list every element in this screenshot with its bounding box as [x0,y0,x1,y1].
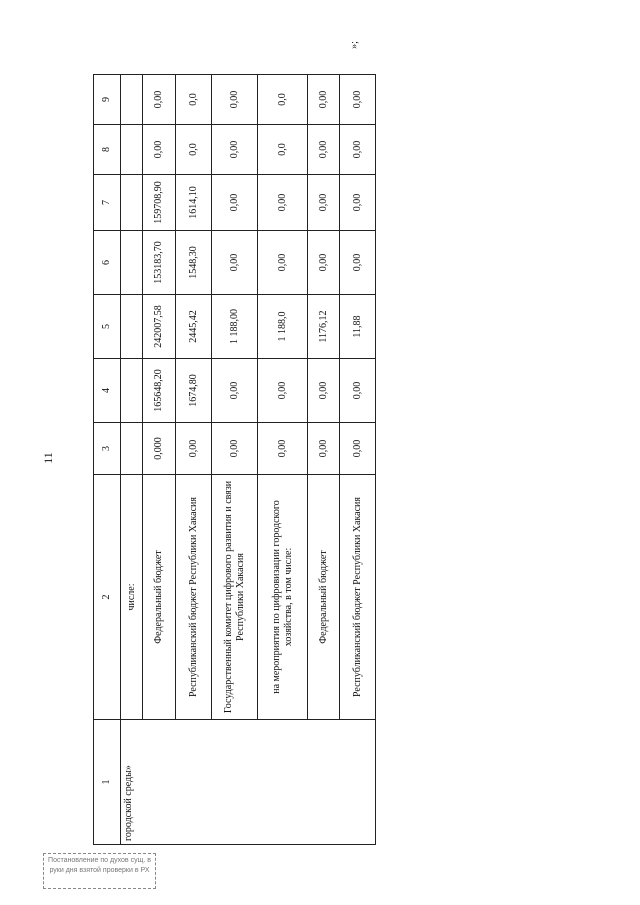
value-cell: 0,00 [258,359,308,423]
value-cell: 0,00 [340,175,376,231]
value-cell: 0,00 [212,423,258,475]
row-label: на мероприятия по цифровизации городского хозяйства, в том числе: [258,475,308,720]
value-cell: 0,00 [340,231,376,295]
header-cell: 3 [94,423,121,475]
value-cell: 1 188,0 [258,295,308,359]
row-label: числе: [121,475,143,720]
value-cell: 159708,90 [143,175,176,231]
value-cell: 242007,58 [143,295,176,359]
value-cell: 0,00 [308,231,340,295]
header-row [94,75,121,845]
table-end-mark: »; [348,41,360,49]
value-cell: 11,88 [340,295,376,359]
value-cell: 0,00 [340,75,376,125]
row-label: Федеральный бюджет [308,475,340,720]
value-cell: 0,00 [308,175,340,231]
value-cell: 1674,80 [176,359,212,423]
budget-table [93,74,376,845]
header-cell: 4 [94,359,121,423]
empty-cell [121,75,143,125]
header-cell: 7 [94,175,121,231]
value-cell: 1 188,00 [212,295,258,359]
row-label: Республиканский бюджет Республики Хакасия [340,475,376,720]
value-cell: 1176,12 [308,295,340,359]
value-cell: 0,0 [176,125,212,175]
table-row [121,75,143,845]
value-cell: 0,00 [308,423,340,475]
empty-cell [121,231,143,295]
empty-cell [121,423,143,475]
value-cell: 0,00 [212,175,258,231]
row-label: Федеральный бюджет [143,475,176,720]
value-cell: 0,00 [340,125,376,175]
header-cell: 2 [94,475,121,720]
row-label: Государственный комитет цифрового развития и связи Республики Хакасия [212,475,258,720]
value-cell: 165648,20 [143,359,176,423]
value-cell: 0,00 [212,125,258,175]
program-name-cell: городской среды» [121,720,376,845]
value-cell: 0,00 [258,231,308,295]
value-cell: 0,00 [308,75,340,125]
value-cell: 0,00 [143,125,176,175]
value-cell: 1614,10 [176,175,212,231]
value-cell: 0,000 [143,423,176,475]
value-cell: 0,00 [258,423,308,475]
budget-table-rotated [93,75,363,845]
header-cell: 9 [94,75,121,125]
value-cell: 0,00 [340,423,376,475]
value-cell: 1548,30 [176,231,212,295]
value-cell: 153183,70 [143,231,176,295]
row-label: Республиканский бюджет Республики Хакасия [176,475,212,720]
value-cell: 0,00 [176,423,212,475]
value-cell: 0,0 [258,75,308,125]
empty-cell [121,175,143,231]
header-cell: 8 [94,125,121,175]
value-cell: 0,00 [340,359,376,423]
empty-cell [121,125,143,175]
value-cell: 2445,42 [176,295,212,359]
value-cell: 0,00 [212,231,258,295]
value-cell: 0,0 [176,75,212,125]
value-cell: 0,00 [308,359,340,423]
empty-cell [121,295,143,359]
empty-cell [121,359,143,423]
value-cell: 0,00 [212,75,258,125]
document-stamp: Постановление по духов сущ. в руки дня взятой проверки в РХ [43,853,156,889]
value-cell: 0,00 [143,75,176,125]
header-cell: 1 [94,720,121,845]
value-cell: 0,0 [258,125,308,175]
header-cell: 6 [94,231,121,295]
header-cell: 5 [94,295,121,359]
value-cell: 0,00 [258,175,308,231]
value-cell: 0,00 [308,125,340,175]
value-cell: 0,00 [212,359,258,423]
page-number: 11 [40,452,55,464]
